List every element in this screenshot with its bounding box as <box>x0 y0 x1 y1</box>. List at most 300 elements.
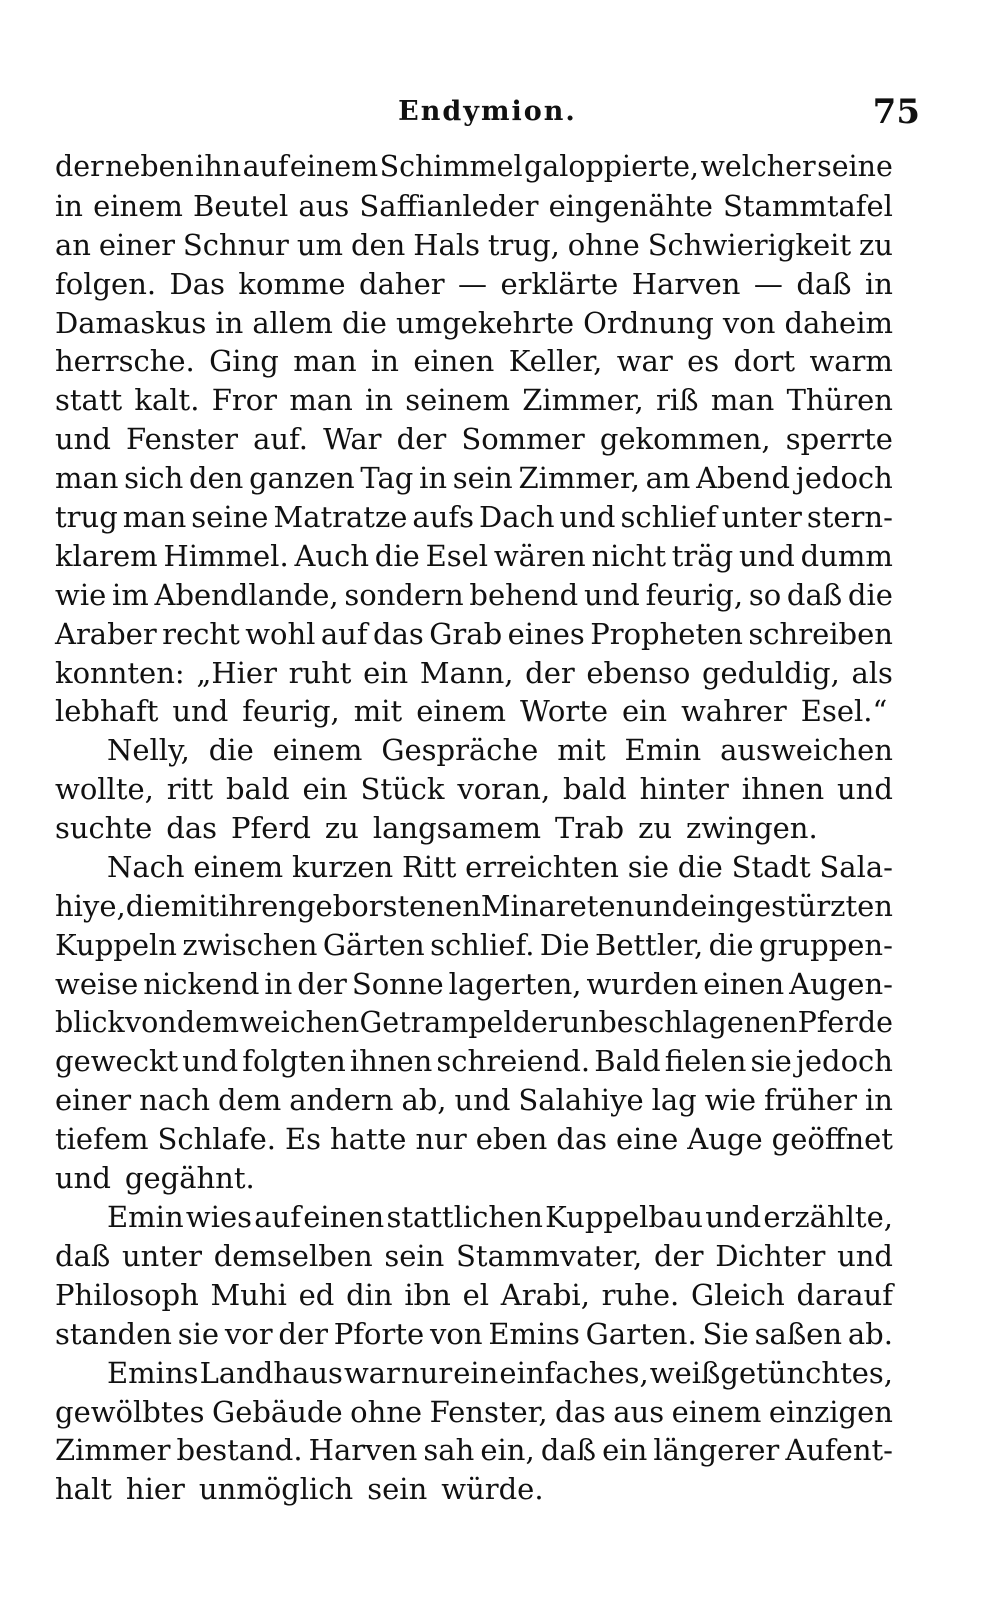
word: so <box>748 577 782 612</box>
word: ihnen <box>741 772 825 807</box>
word: War <box>323 422 382 457</box>
word: Worte <box>520 694 608 729</box>
word: Sonne <box>351 966 444 1001</box>
word: aufs <box>412 500 475 535</box>
word: hinter <box>639 772 729 807</box>
word: Schimmel <box>379 150 523 183</box>
word: Esel <box>425 538 489 573</box>
word: welcher <box>700 150 816 183</box>
word: Abendlande, <box>154 577 339 612</box>
word: und <box>55 422 111 457</box>
word: den <box>350 227 406 262</box>
word: Gespräche <box>381 733 539 768</box>
word: gruppen- <box>759 927 893 962</box>
word: Schnur <box>182 227 289 262</box>
word: einer <box>55 1083 132 1118</box>
word: und <box>837 1238 893 1273</box>
word: Minareten <box>480 888 635 923</box>
word: in <box>264 966 293 1001</box>
word: trug, <box>487 227 560 262</box>
word: und <box>559 500 616 535</box>
word: Emins <box>107 1355 199 1390</box>
word: dem <box>218 1083 282 1118</box>
word: und <box>705 1200 762 1235</box>
word: auf <box>320 616 368 651</box>
word: wurden <box>586 966 699 1001</box>
page-number: 75 <box>872 92 920 132</box>
word: auf <box>254 1200 301 1235</box>
word: folgen. <box>55 266 157 301</box>
word: Propheten <box>590 616 743 651</box>
word: el <box>462 1277 490 1312</box>
word: stern- <box>806 500 893 535</box>
word: Stadt <box>731 850 811 885</box>
word: bestand. <box>176 1433 303 1468</box>
word: ganzen <box>249 461 355 496</box>
word: Hals <box>413 227 480 262</box>
word: Tag <box>360 461 414 496</box>
word: kalt. <box>134 383 200 418</box>
word: einen <box>703 966 785 1001</box>
word: sein <box>384 1238 445 1273</box>
word: mit <box>353 694 403 729</box>
word: in <box>864 266 893 301</box>
word: aus <box>613 1394 665 1429</box>
word: geöffnet <box>771 1122 893 1157</box>
word: ihn <box>195 150 242 183</box>
word: neben <box>105 150 194 183</box>
word: schreiben <box>748 616 893 651</box>
word: dem <box>176 1005 240 1039</box>
text-line <box>55 926 893 965</box>
word: im <box>112 577 149 612</box>
word: sein <box>367 1472 428 1507</box>
word: Aufent- <box>785 1433 893 1468</box>
word: man <box>289 383 353 418</box>
word: feurig, <box>242 694 340 729</box>
word: die <box>708 927 754 962</box>
word: Esel.“ <box>800 694 888 729</box>
word: einem <box>272 733 363 768</box>
word: sich <box>124 461 184 496</box>
word: mit <box>557 733 606 768</box>
word: einem <box>416 694 506 729</box>
word: lag <box>651 1083 697 1118</box>
word: feurig, <box>645 577 744 612</box>
word: man <box>293 344 357 379</box>
word: Bettler, <box>595 927 704 962</box>
word: die <box>374 538 420 573</box>
word: in <box>371 344 399 379</box>
word: Philosoph <box>55 1277 199 1312</box>
word: allem <box>252 305 333 340</box>
word: Arabi, <box>500 1277 590 1312</box>
word: das <box>555 1394 606 1429</box>
word: Thüren <box>786 383 893 418</box>
word: sondern <box>344 577 464 612</box>
word: auf <box>242 150 289 183</box>
word: in <box>864 1083 893 1118</box>
text-line <box>55 1276 893 1315</box>
word: Fenster <box>126 422 238 457</box>
word: einen <box>303 1200 385 1235</box>
word: der <box>525 655 575 690</box>
word: ihren <box>219 888 297 923</box>
word: riß <box>656 383 699 418</box>
word: an <box>55 227 91 262</box>
text-line <box>55 1315 893 1354</box>
word: Harven <box>308 1433 418 1468</box>
word: galoppierte, <box>524 150 699 183</box>
text-line <box>55 1004 893 1043</box>
word: einer <box>98 227 176 262</box>
word: ausweichen <box>720 733 893 768</box>
word: geduldig, <box>701 655 840 690</box>
word: erzählte, <box>763 1200 893 1235</box>
word: Ging <box>209 344 279 379</box>
text-line <box>55 848 893 887</box>
word: der <box>396 422 447 457</box>
word: das <box>166 811 218 846</box>
text-line <box>55 1042 893 1081</box>
word: weise <box>55 966 139 1001</box>
word: warm <box>809 344 893 379</box>
word: war <box>343 1355 400 1390</box>
text-line <box>55 1431 893 1470</box>
word: Stammtafel <box>723 188 893 223</box>
word: eben <box>475 1122 548 1157</box>
text-line <box>55 770 893 809</box>
word: statt <box>55 383 123 418</box>
word: seinem <box>405 383 510 418</box>
word: umgekehrte <box>396 305 575 340</box>
word: es <box>687 344 720 379</box>
word: saßen <box>754 1316 843 1351</box>
word: wie <box>704 1083 756 1118</box>
word: Dichter <box>715 1238 826 1273</box>
word: Emin <box>107 1200 184 1235</box>
word: weichen <box>239 1005 360 1039</box>
word: Gleich <box>691 1277 785 1312</box>
word: tiefem <box>55 1122 149 1157</box>
word: Augen- <box>789 966 893 1001</box>
word: Das <box>169 266 225 301</box>
word: ein <box>453 1355 499 1390</box>
text-line <box>55 420 893 459</box>
word: voran, <box>457 772 551 807</box>
word: in <box>55 188 83 223</box>
word: Stammvater, <box>456 1238 643 1273</box>
word: einem <box>671 1394 762 1429</box>
word: halt <box>55 1472 112 1507</box>
word: Nach <box>107 850 185 885</box>
text-line <box>55 1354 893 1393</box>
word: jedoch <box>795 1044 893 1079</box>
word: Nelly, <box>107 733 190 768</box>
word: ein <box>363 655 409 690</box>
word: ein <box>621 694 668 729</box>
word: das <box>556 1122 608 1157</box>
word: Ordnung <box>583 305 714 340</box>
text-line <box>55 342 893 381</box>
text-line <box>55 887 893 926</box>
word: unbeschlagenen <box>561 1005 798 1039</box>
word: und <box>738 538 795 573</box>
word: recht <box>162 616 240 651</box>
word: ohne <box>567 227 640 262</box>
word: Sala- <box>819 850 893 885</box>
word: Himmel. <box>163 538 289 573</box>
word: ebenso <box>586 655 691 690</box>
word: sein <box>452 461 513 496</box>
word: die <box>677 850 723 885</box>
word: Sommer <box>461 422 585 457</box>
word: nach <box>139 1083 211 1118</box>
word: mit <box>170 888 220 923</box>
word: Schlafe. <box>157 1122 276 1157</box>
word: daß <box>786 577 843 612</box>
word: andern <box>289 1083 394 1118</box>
word: die <box>208 733 254 768</box>
word: war <box>616 344 673 379</box>
word: zu <box>324 811 359 846</box>
word: unmöglich <box>198 1472 354 1507</box>
word: nur <box>415 1122 467 1157</box>
word: unter <box>721 500 802 535</box>
text-line <box>55 1198 893 1237</box>
word: suchte <box>55 811 153 846</box>
word: einfaches, <box>499 1355 649 1390</box>
word: sie <box>177 1316 220 1351</box>
word: die <box>341 305 387 340</box>
text-line <box>55 304 893 343</box>
word: man <box>122 500 187 535</box>
word: wahrer <box>681 694 787 729</box>
word: gekommen, <box>599 422 771 457</box>
word: daß <box>796 266 852 301</box>
word: wies <box>185 1200 253 1235</box>
word: daheim <box>784 305 893 340</box>
word: Pferde <box>797 1005 893 1039</box>
word: gegähnt. <box>124 1161 255 1196</box>
word: träg <box>671 538 734 573</box>
word: aus <box>298 188 350 223</box>
word: Beutel <box>193 188 289 223</box>
word: Grab <box>429 616 503 651</box>
word: Ritt <box>401 850 457 885</box>
word: Mann, <box>419 655 514 690</box>
word: — <box>753 266 783 301</box>
word: demselben <box>213 1238 373 1273</box>
word: Zimmer <box>55 1433 171 1468</box>
text-line <box>55 1393 893 1432</box>
word: wie <box>55 577 107 612</box>
running-title: Endymion. <box>398 96 577 127</box>
word: seine <box>191 500 269 535</box>
word: Getrampel <box>359 1005 513 1039</box>
word: geborstenen <box>296 888 481 923</box>
word: bald <box>225 772 290 807</box>
word: darauf <box>796 1277 893 1312</box>
word: lagerten, <box>448 966 582 1001</box>
word: man <box>55 461 119 496</box>
word: bald <box>563 772 627 807</box>
text-line <box>55 731 893 770</box>
text-line <box>55 459 893 498</box>
word: einem <box>289 150 379 183</box>
word: jedoch <box>795 461 893 496</box>
word: Landhaus <box>199 1355 343 1390</box>
word: stattlichen <box>386 1200 543 1235</box>
word: unter <box>121 1238 202 1273</box>
word: eingestürzten <box>690 888 893 923</box>
word: einzigen <box>768 1394 893 1429</box>
word: Damaskus <box>55 305 207 340</box>
word: einem <box>93 188 183 223</box>
text-line <box>55 809 893 848</box>
word: Gebäude <box>212 1394 343 1429</box>
word: herrsche. <box>55 344 195 379</box>
word: in <box>215 305 244 340</box>
word: Schwierigkeit <box>647 227 852 262</box>
word: nur <box>400 1355 453 1390</box>
word: das <box>373 616 424 651</box>
word: einem <box>193 850 284 885</box>
word: Muhi <box>210 1277 287 1312</box>
word: Sie <box>702 1316 749 1351</box>
text-line <box>55 692 893 731</box>
word: der <box>55 150 104 183</box>
text-line <box>55 576 893 615</box>
word: daß <box>540 1433 597 1468</box>
word: behend <box>469 577 579 612</box>
word: eines <box>507 616 585 651</box>
word: Pferd <box>231 811 311 846</box>
word: Garten. <box>585 1316 697 1351</box>
word: kurzen <box>291 850 394 885</box>
text-line <box>55 1237 893 1276</box>
word: Keller, <box>508 344 603 379</box>
word: langsamem <box>372 811 541 846</box>
word: „Hier <box>196 655 277 690</box>
word: Emins <box>488 1316 580 1351</box>
word: Trab <box>555 811 625 846</box>
word: und <box>55 1161 111 1196</box>
word: einen <box>413 344 495 379</box>
word: seine <box>817 150 893 183</box>
word: vor <box>224 1316 273 1351</box>
word: nicht <box>591 538 666 573</box>
word: Zimmer, <box>522 383 644 418</box>
text-line <box>55 381 893 420</box>
text-line <box>55 187 893 226</box>
text-line <box>55 1470 893 1509</box>
text-line <box>55 965 893 1004</box>
word: folgten <box>242 1044 346 1079</box>
text-line <box>55 498 893 537</box>
word: Emin <box>624 733 702 768</box>
word: — <box>458 266 488 301</box>
word: ed <box>298 1277 335 1312</box>
word: würde. <box>441 1472 544 1507</box>
word: von <box>430 1316 483 1351</box>
word: Araber <box>55 616 157 651</box>
word: der <box>297 966 347 1001</box>
word: auf. <box>253 422 308 457</box>
word: geweckt <box>55 1044 179 1079</box>
word: der <box>512 1005 562 1039</box>
word: daß <box>55 1238 111 1273</box>
word: sah <box>423 1433 475 1468</box>
word: dumm <box>800 538 893 573</box>
word: von <box>722 305 776 340</box>
word: standen <box>55 1316 172 1351</box>
word: hier <box>125 1472 185 1507</box>
word: ein <box>302 772 348 807</box>
word: Die <box>539 927 590 962</box>
word: sie <box>750 1044 792 1079</box>
word: wären <box>493 538 586 573</box>
text-line <box>55 1159 893 1198</box>
word: ohne <box>350 1394 423 1429</box>
word: der <box>653 1238 704 1273</box>
word: die <box>125 888 171 923</box>
word: ein, <box>480 1433 535 1468</box>
word: ein <box>602 1433 648 1468</box>
word: Zimmer, <box>518 461 640 496</box>
word: Saffianleder <box>359 188 539 223</box>
word: konnten: <box>55 655 185 690</box>
text-line <box>55 265 893 304</box>
word: Bald <box>594 1044 661 1079</box>
word: wohl <box>245 616 316 651</box>
word: in <box>419 461 448 496</box>
word: gewölbtes <box>55 1394 205 1429</box>
word: um <box>296 227 344 262</box>
word: hatte <box>330 1122 407 1157</box>
word: Fenster, <box>429 1394 548 1429</box>
word: lebhaft <box>55 694 159 729</box>
text-line <box>55 226 893 265</box>
word: fielen <box>664 1044 747 1079</box>
word: ibn <box>404 1277 451 1312</box>
word: Gärten <box>322 927 425 962</box>
word: der <box>278 1316 328 1351</box>
word: Stück <box>360 772 445 807</box>
word: erreichten <box>465 850 619 885</box>
word: nickend <box>143 966 260 1001</box>
word: und <box>182 1044 239 1079</box>
word: wollte, <box>55 772 154 807</box>
word: ruhe. <box>601 1277 680 1312</box>
word: weißgetünchtes, <box>649 1355 893 1390</box>
word: früher <box>763 1083 857 1118</box>
word: Fror <box>211 383 278 418</box>
word: ihnen <box>349 1044 433 1079</box>
word: Dach <box>479 500 555 535</box>
text-line <box>55 537 893 576</box>
text-line <box>55 654 893 693</box>
text-line <box>55 148 893 187</box>
word: Auge <box>687 1122 763 1157</box>
text-line <box>55 1081 893 1120</box>
word: zwischen <box>182 927 318 962</box>
word: Pforte <box>333 1316 425 1351</box>
word: Auch <box>294 538 369 573</box>
word: die <box>847 577 893 612</box>
word: erklärte <box>500 266 619 301</box>
word: schlief. <box>430 927 535 962</box>
